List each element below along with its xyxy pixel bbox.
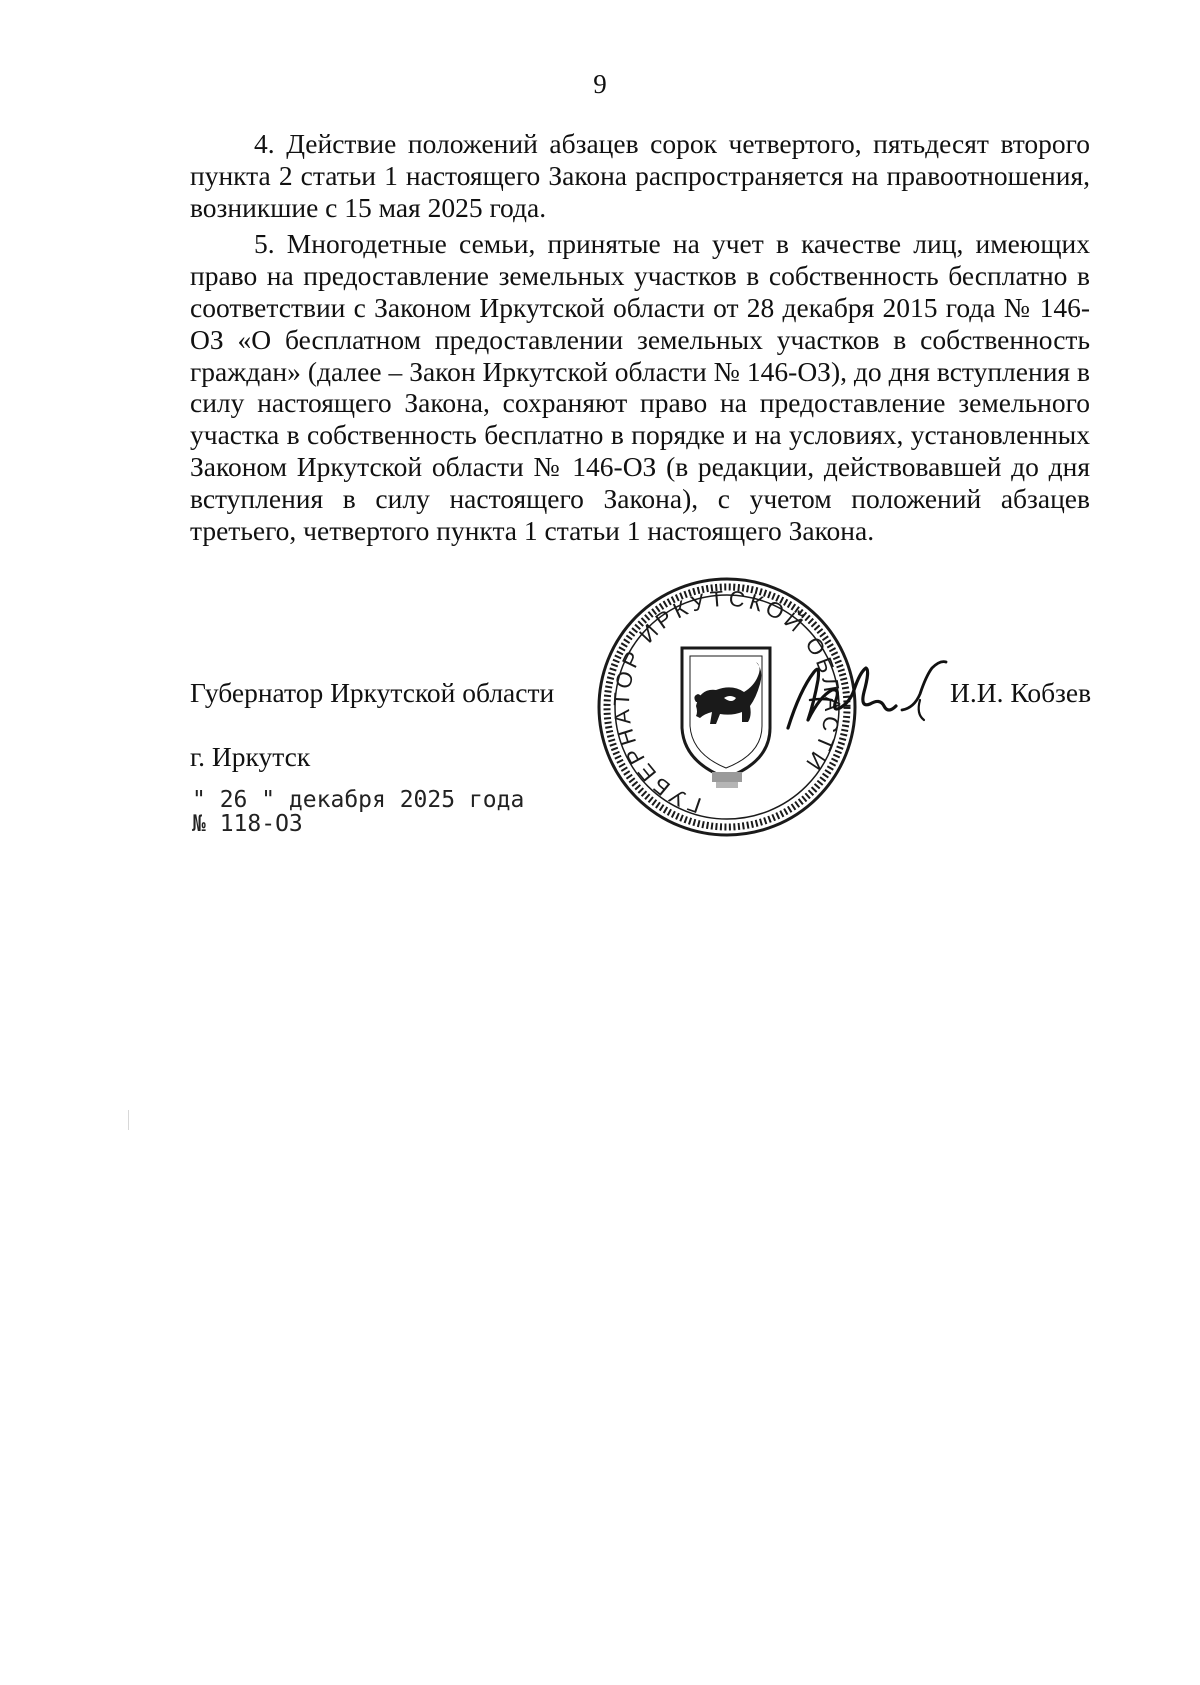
seal-text: ГУБЕРНАТОР ИРКУТСКОЙ ОБЛАСТИ (608, 585, 846, 819)
paragraph-5: 5. Многодетные семьи, принятые на учет в качестве лиц, имеющих право на предоставление земельных участков в собственность бесплатно в соответствии с Законом Иркутской области от 28 декабря 2015 года № 146-ОЗ «О бесплатном предоставлении земельных участков в собственность граждан» (далее – Закон Иркутской области № 146-ОЗ), до дня вступления в силу настоящего Закона, сохраняют право на предоставление земельного участка в собственность бесплатно в порядке и на условиях, установленных Законом Иркутской области № 146-ОЗ (в редакции, действовавшей до дня вступления в силу настоящего Закона), с учетом положений абзацев третьего, четвертого пункта 1 статьи 1 настоящего Закона. (190, 228, 1090, 546)
law-number: № 118-ОЗ (192, 811, 303, 837)
document-body (190, 128, 1090, 551)
page-number: 9 (593, 69, 607, 99)
handwritten-signature-icon (780, 650, 960, 740)
city-of-signing: г. Иркутск (190, 741, 311, 772)
margin-mark (128, 1110, 129, 1130)
date-and-number (192, 788, 524, 836)
paragraph-4: 4. Действие положений абзацев сорок четвертого, пятьдесят второго пункта 2 статьи 1 настоящего Закона распространяется на правоотношения, возникшие с 15 мая 2025 года. (190, 128, 1090, 223)
signatory-position: Губернатор Иркутской области (190, 677, 555, 708)
signing-date: " 26 " декабря 2025 года (192, 787, 525, 813)
signatory-name: И.И. Кобзев (950, 677, 1092, 708)
